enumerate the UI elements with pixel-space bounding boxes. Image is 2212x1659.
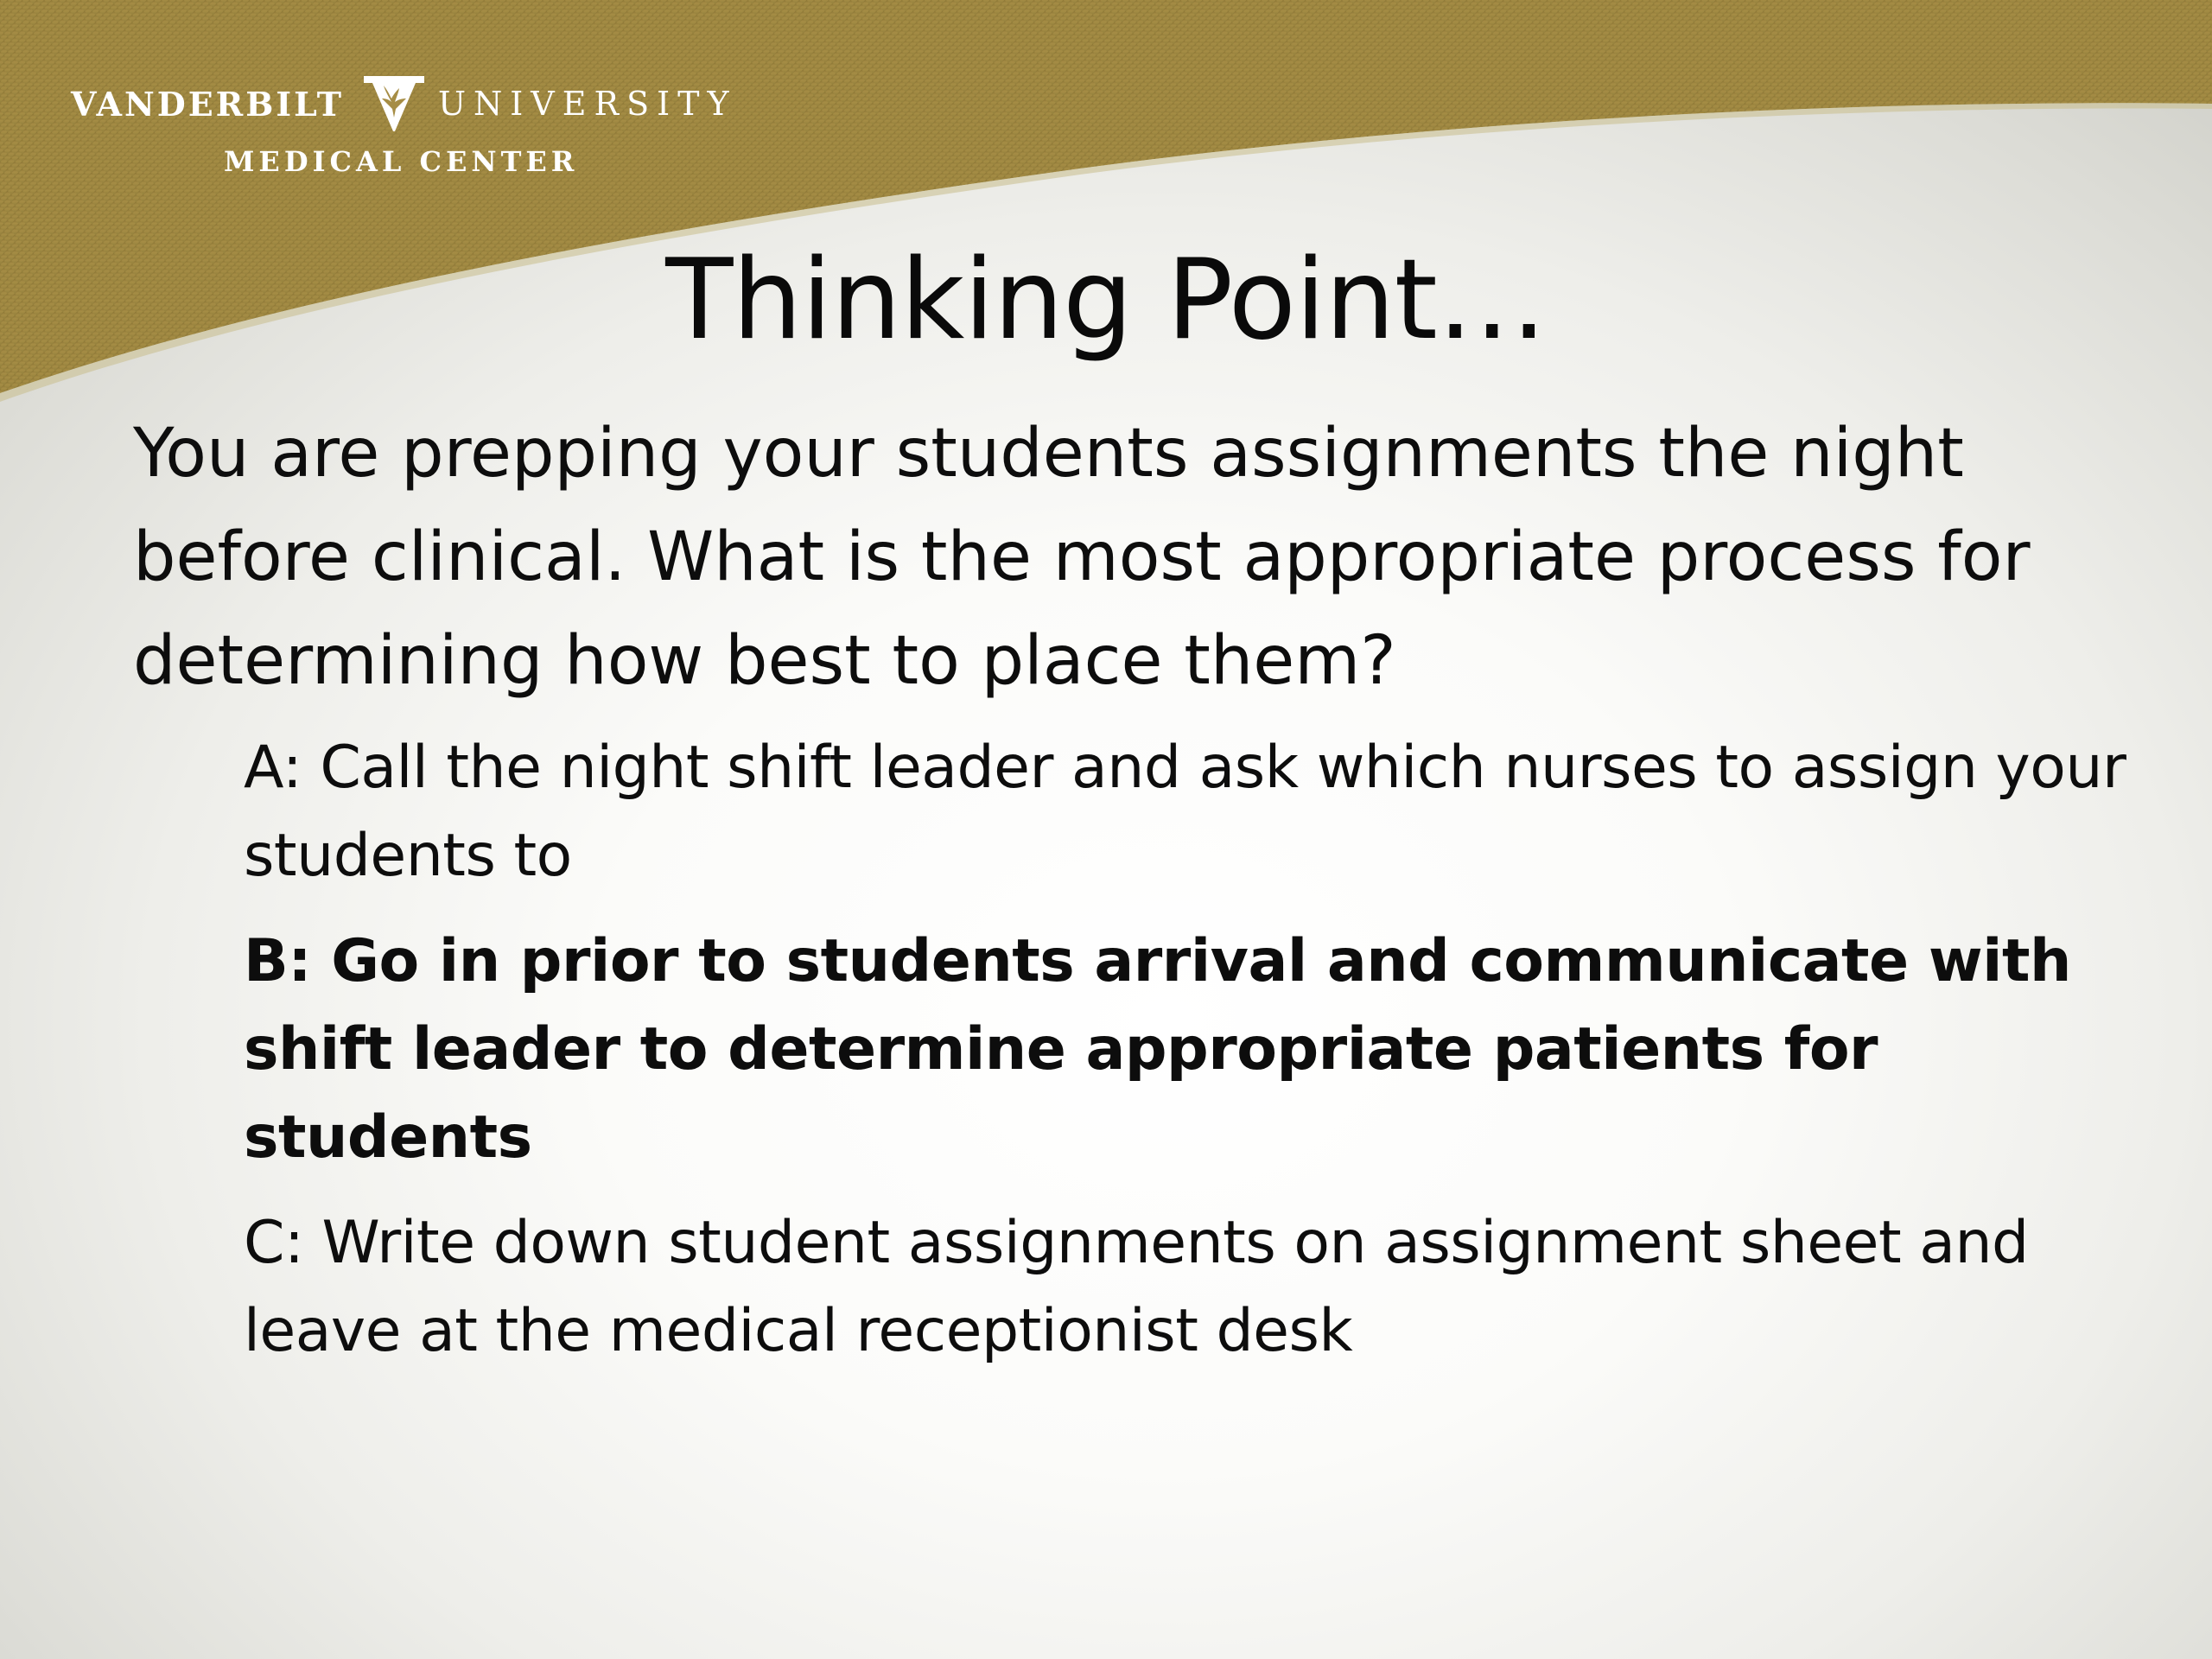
oak-leaf-v-icon [360, 71, 428, 135]
logo-subtitle: MEDICAL CENTER [224, 145, 579, 178]
logo-name-right: UNIVERSITY [438, 85, 737, 123]
option-b-correct: B: Go in prior to students arrival and communicate with shift leader to determine appropriate patients for students [244, 927, 2071, 1172]
logo-name-left: VANDERBILT [71, 85, 345, 124]
vanderbilt-logo [71, 54, 762, 183]
option-a: A: Call the night shift leader and ask which nurses to assign your students to [244, 734, 2126, 890]
slide-title: Thinking Point… [665, 236, 1547, 365]
question-text: You are prepping your students assignments the night before clinical. What is the most appropriate process for determining how best to place them? [133, 415, 2031, 700]
answer-options [244, 724, 2162, 1393]
option-c: C: Write down student assignments on assignment sheet and leave at the medical receptionist desk [244, 1209, 2029, 1365]
